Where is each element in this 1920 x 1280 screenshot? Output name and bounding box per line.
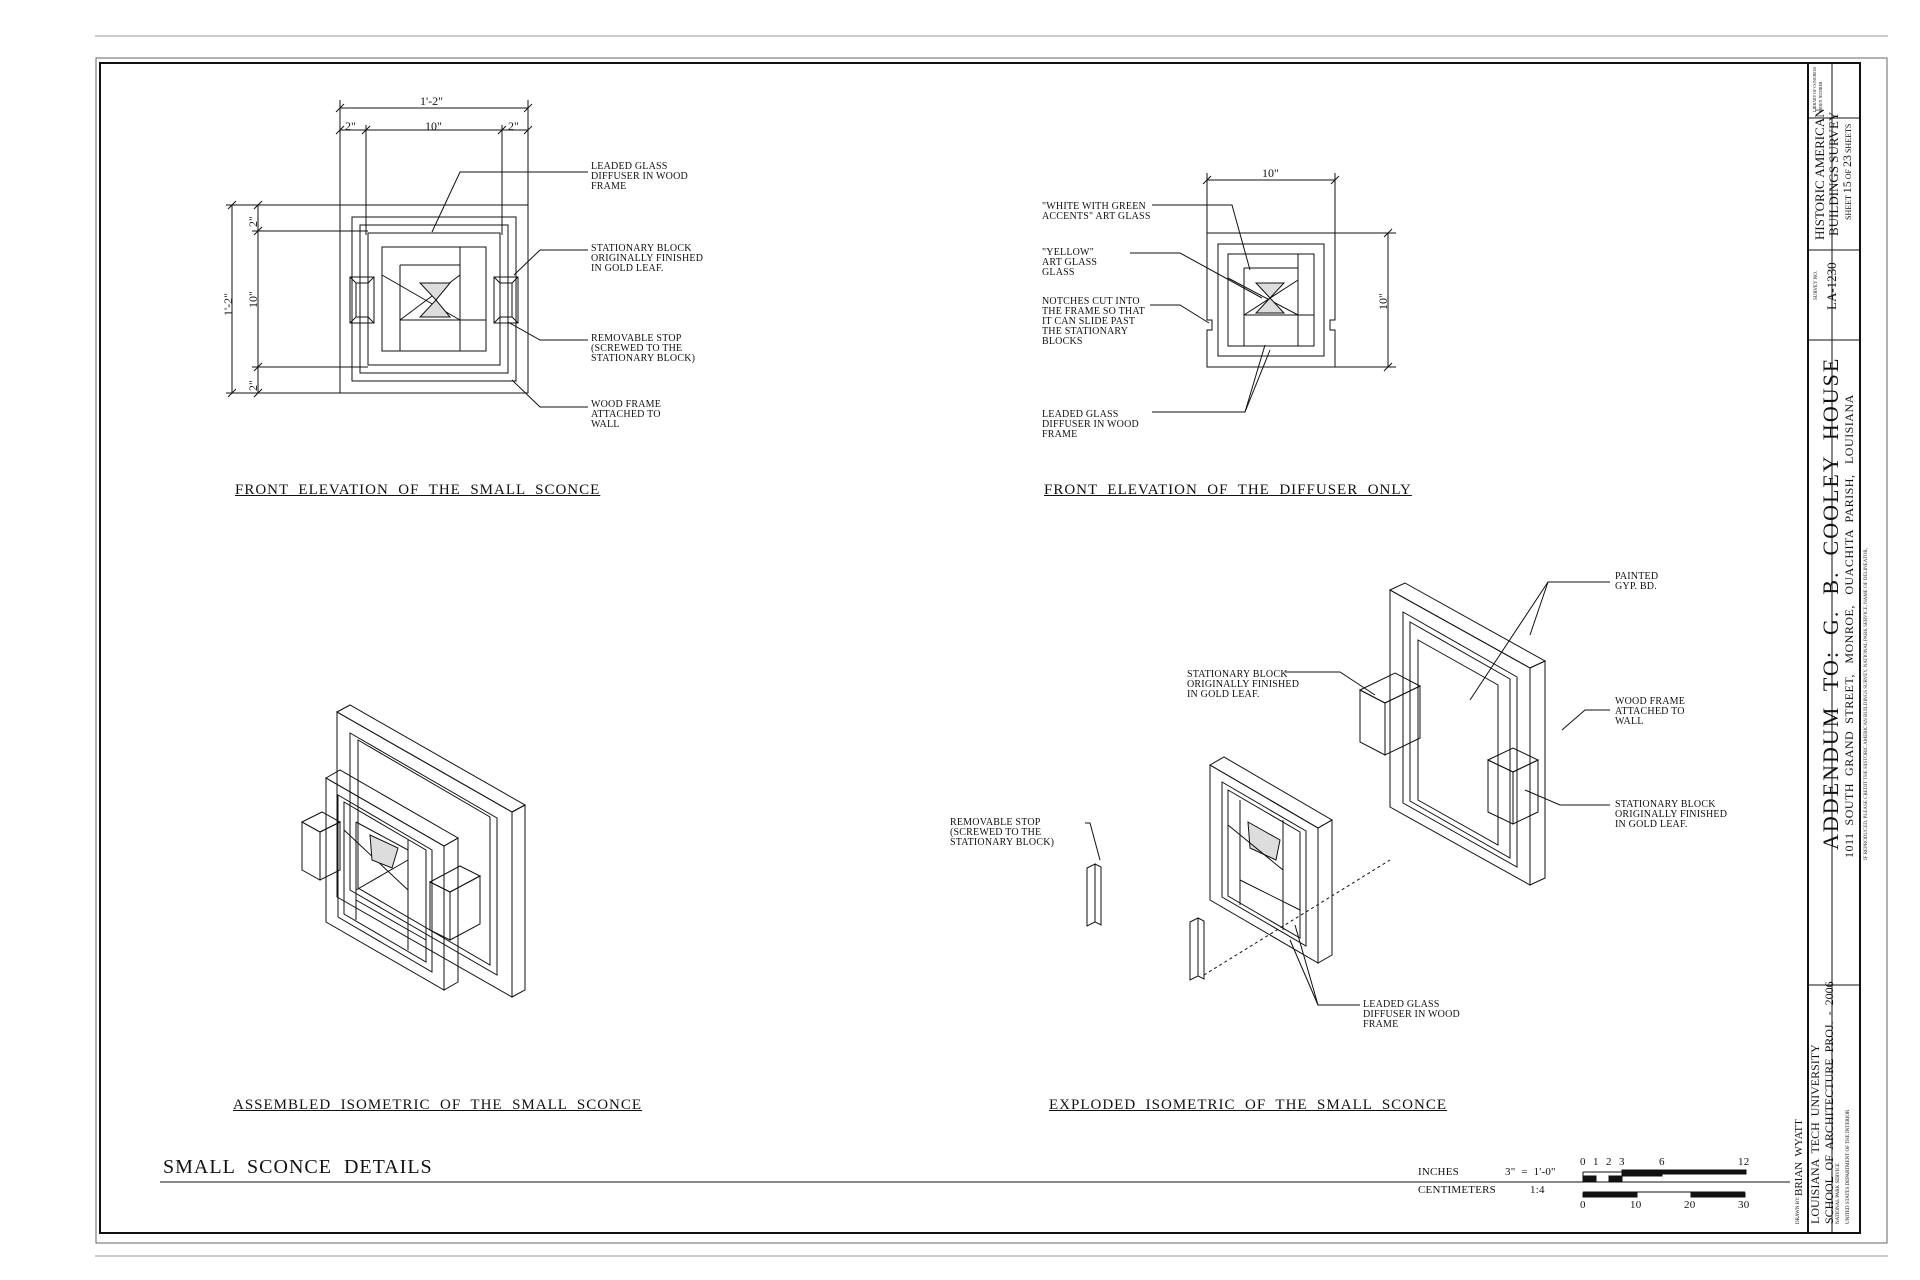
scale-cm-ratio: 1:4 xyxy=(1530,1184,1545,1196)
scale-inches-ratio: 3" = 1'-0" xyxy=(1505,1166,1556,1178)
note-wood-frame: WOOD FRAME ATTACHED TO WALL xyxy=(591,399,662,430)
scale-cm-label: CENTIMETERS xyxy=(1418,1184,1496,1196)
dim-left: 2" xyxy=(345,119,356,133)
survey-no: LA-1230 xyxy=(1824,262,1839,310)
front-sconce-elevation xyxy=(226,100,588,407)
note-stationary-block-upper: STATIONARY BLOCK ORIGINALLY FINISHED IN GOLD LEAF. xyxy=(1187,669,1300,700)
dim-mid: 10" xyxy=(425,119,442,133)
library-label: LIBRARY OF CONGRESS INDEX NUMBER xyxy=(1812,66,1823,112)
survey-no-label: SURVEY NO. xyxy=(1814,270,1819,300)
sheet-no: 15 xyxy=(1840,181,1854,194)
scale-tick-6: 6 xyxy=(1659,1156,1665,1168)
note-stationary-block: STATIONARY BLOCK ORIGINALLY FINISHED IN GOLD LEAF. xyxy=(591,243,704,274)
dim-overall-width: 1'-2" xyxy=(420,94,444,108)
scale-cm-20: 20 xyxy=(1684,1199,1696,1211)
school-2: SCHOOL OF ARCHITECTURE PROJ. - 2006 xyxy=(1822,981,1836,1224)
title-front-sconce: FRONT ELEVATION OF THE SMALL SCONCE xyxy=(235,482,601,498)
assembled-isometric xyxy=(302,705,525,997)
survey-name-1: HISTORIC AMERICAN xyxy=(1812,108,1827,240)
title-assembled-iso: ASSEMBLED ISOMETRIC OF THE SMALL SCONCE xyxy=(233,1097,643,1113)
dim-overall-height: 1'-2" xyxy=(221,292,235,316)
note-white-green-glass: "WHITE WITH GREEN ACCENTS" ART GLASS xyxy=(1042,201,1151,222)
dim-v-bot: 2" xyxy=(246,380,260,391)
graphic-scale xyxy=(1583,1170,1746,1197)
project-title: ADDENDUM TO: G. B. COOLEY HOUSE xyxy=(1818,356,1843,850)
school-1: LOUISIANA TECH UNIVERSITY xyxy=(1808,1044,1822,1224)
note-stationary-block-lower: STATIONARY BLOCK ORIGINALLY FINISHED IN GOLD LEAF. xyxy=(1615,799,1728,830)
scale-cm-30: 30 xyxy=(1738,1199,1750,1211)
note-leaded-glass-iso: LEADED GLASS DIFFUSER IN WOOD FRAME xyxy=(1363,999,1460,1030)
sheet-of: OF xyxy=(1844,169,1853,180)
sheet-number xyxy=(1840,124,1855,220)
dim-v-mid: 10" xyxy=(246,291,260,308)
project-address: 1011 SOUTH GRAND STREET, MONROE, OUACHITA PARISH, LOUISIANA xyxy=(1842,394,1856,858)
nps-label: NATIONAL PARK SERVICE xyxy=(1836,1163,1841,1224)
note-notches: NOTCHES CUT INTO THE FRAME SO THAT IT CAN SLIDE PAST THE STATIONARY BLOCKS xyxy=(1042,296,1145,347)
note-yellow-glass: "YELLOW" ART GLASS GLASS xyxy=(1042,247,1098,278)
note-removable-stop-iso: REMOVABLE STOP (SCREWED TO THE STATIONARY BLOCK) xyxy=(950,817,1055,848)
survey-name-2: BUILDINGS SURVEY xyxy=(1826,111,1841,236)
scale-cm-0: 0 xyxy=(1580,1199,1586,1211)
dim-v-top: 2" xyxy=(246,216,260,227)
sheet-title: SMALL SCONCE DETAILS xyxy=(163,1156,433,1178)
note-wood-frame-wall: WOOD FRAME ATTACHED TO WALL xyxy=(1615,696,1686,727)
sheets-label: SHEETS xyxy=(1844,123,1853,154)
scale-tick-2: 2 xyxy=(1606,1156,1612,1168)
dim-right: 2" xyxy=(508,119,519,133)
note-diffuser-leaded-glass: LEADED GLASS DIFFUSER IN WOOD FRAME xyxy=(1042,409,1139,440)
note-leaded-glass: LEADED GLASS DIFFUSER IN WOOD FRAME xyxy=(591,161,688,192)
dim-diffuser-height: 10" xyxy=(1376,293,1390,310)
dim-diffuser-width: 10" xyxy=(1262,166,1279,180)
scale-inches-label: INCHES xyxy=(1418,1166,1459,1178)
title-exploded-iso: EXPLODED ISOMETRIC OF THE SMALL SCONCE xyxy=(1049,1097,1448,1113)
sheet-prefix: SHEET xyxy=(1844,195,1853,220)
note-removable-stop: REMOVABLE STOP (SCREWED TO THE STATIONARY BLOCK) xyxy=(591,333,696,364)
drawn-by: BRIAN WYATT xyxy=(1793,1119,1805,1196)
scale-cm-10: 10 xyxy=(1630,1199,1642,1211)
doi-label: UNITED STATES DEPARTMENT OF THE INTERIOR xyxy=(1846,1109,1851,1224)
drawn-by-label: DRAWN BY: xyxy=(1796,1196,1801,1224)
note-painted-gyp: PAINTED GYP. BD. xyxy=(1615,571,1659,592)
exploded-isometric xyxy=(1085,582,1610,1005)
title-front-diffuser: FRONT ELEVATION OF THE DIFFUSER ONLY xyxy=(1044,482,1412,498)
scale-tick-12: 12 xyxy=(1738,1156,1750,1168)
scale-tick-3: 3 xyxy=(1619,1156,1625,1168)
front-diffuser-elevation xyxy=(1130,173,1396,412)
scale-tick-1: 1 xyxy=(1593,1156,1599,1168)
credit-line: IF REPRODUCED, PLEASE CREDIT THE HISTORIC AMERICAN BUILDINGS SURVEY, NATIONAL PARK SERVICE, NAME OF DELINEATOR, xyxy=(1864,548,1869,860)
sheet-total: 23 xyxy=(1840,155,1854,168)
scale-tick-0: 0 xyxy=(1580,1156,1586,1168)
